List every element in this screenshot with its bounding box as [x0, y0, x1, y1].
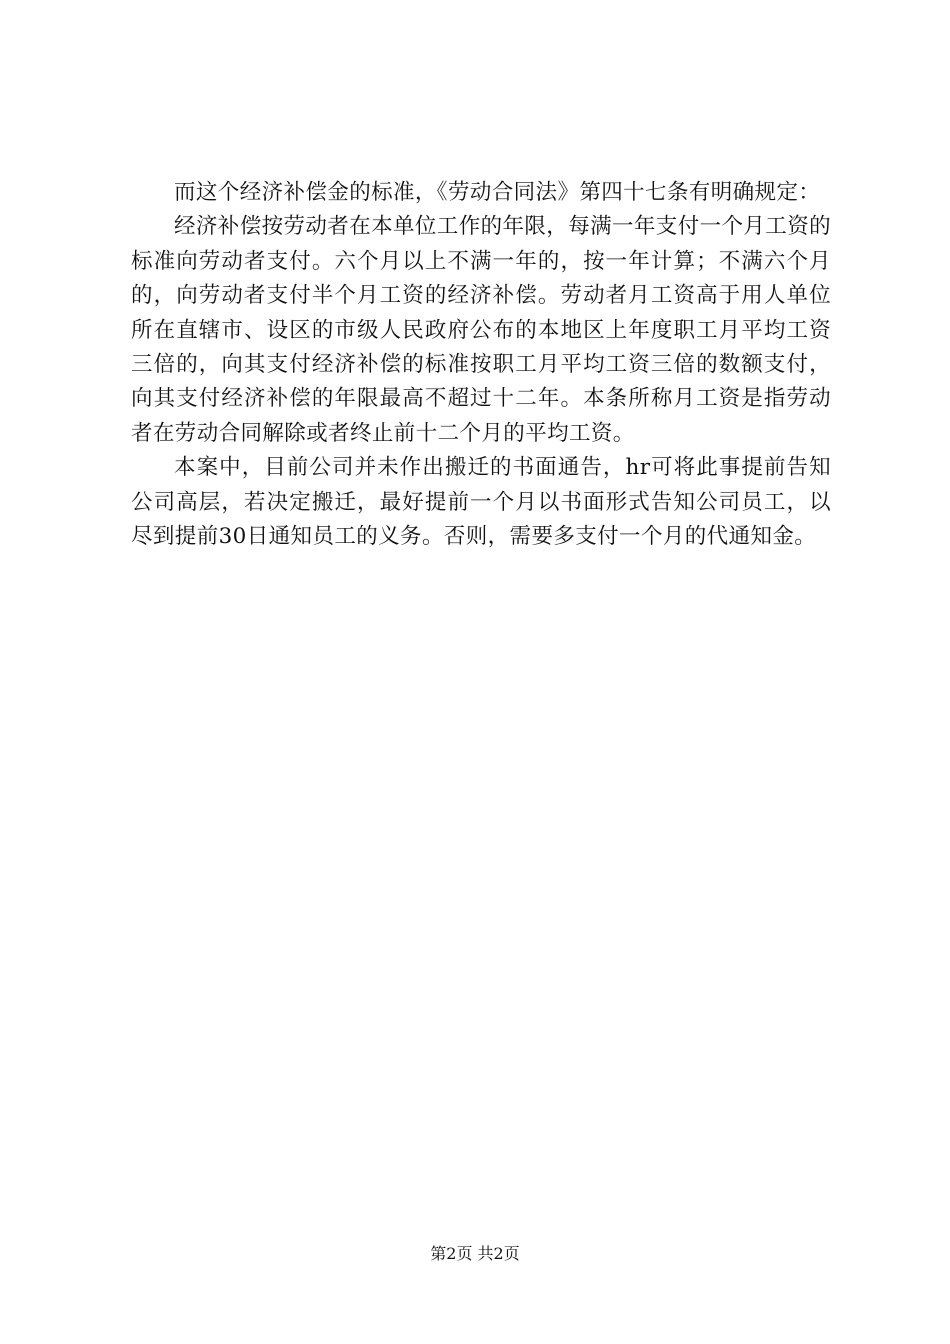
paragraph-law-article: 经济补偿按劳动者在本单位工作的年限，每满一年支付一个月工资的标准向劳动者支付。六个月以上不满一年的，按一年计算；不满六个月的，向劳动者支付半个月工资的经济补偿。劳动者月工资高于用人单位所在直辖市、设区的市级人民政府公布的本地区上年度职工月平均工资三倍的，向其支付经济补偿的标准按职工月平均工资三倍的数额支付，向其支付经济补偿的年限最高不超过十二年。本条所称月工资是指劳动者在劳动合同解除或者终止前十二个月的平均工资。	[131, 214, 832, 446]
paragraph-case-advice: 本案中，目前公司并未作出搬迁的书面通告，hr可将此事提前告知公司高层，若决定搬迁，最好提前一个月以书面形式告知公司员工，以尽到提前30日通知员工的义务。否则，需要多支付一个月的代通知金。	[131, 455, 831, 550]
paragraph-compensation-standard: 而这个经济补偿金的标准，《劳动合同法》第四十七条有明确规定：	[174, 180, 821, 205]
page-footer: 第2页 共2页	[430, 1244, 520, 1263]
document-body	[131, 176, 831, 554]
